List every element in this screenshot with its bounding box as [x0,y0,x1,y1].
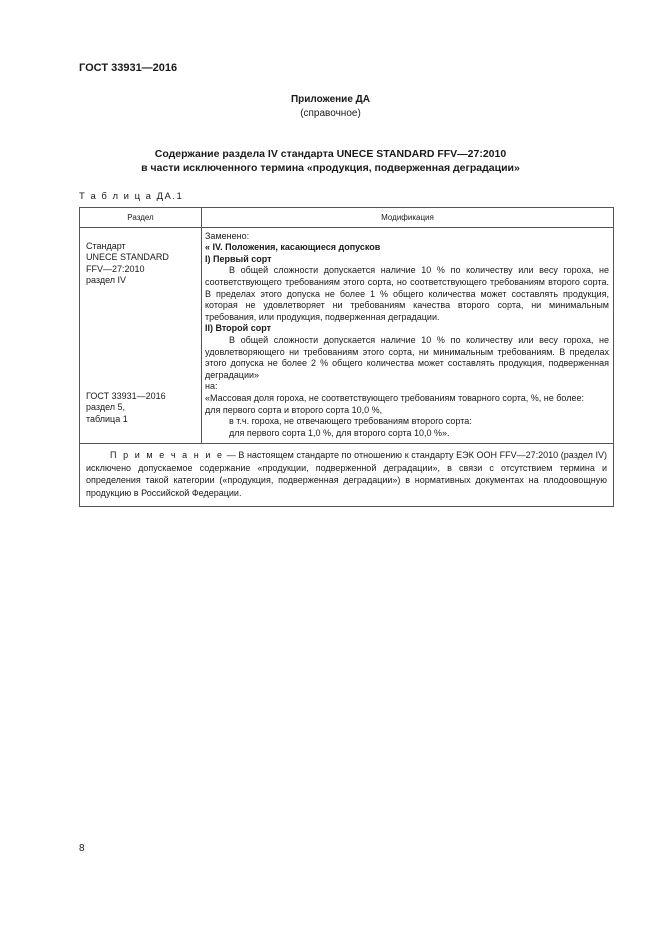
header-modification: Модификация [202,208,614,228]
section2-line: ГОСТ 33931—2016 [86,390,166,401]
section1-line: раздел IV [86,275,127,286]
first-grade-heading: I) Первый сорт [205,253,272,264]
section2-line: таблица 1 [86,413,128,424]
first-grade-text: В общей сложности допускается наличие 10 % по количеству или весу гороха, не соответствующего требованиям этого сорта, но соответствующего требованиям второго сорта. В пределах этого допуска не более 1 % общего количества может составлять продукция, которая не удовлетворяет ни требованиям качества второго сорта, ни минимальным требования, или продукция, подверженная деградации. [205,265,609,322]
note-text: — В настоящем стандарте по отношению к стандарту ЕЭК ООН FFV—27:2010 (раздел IV) исключено допускаемое содержание «продукции, подверженной деградации», в связи с отсутствием термина и определения такой категории («продукция, подверженная деградации») в нормативных документах на плодоовощную продукцию в Российской Федерации. [86,450,607,498]
appendix-heading [0,93,661,121]
grade-line-c: для первого сорта 1,0 %, для второго сорта 10,0 %». [229,427,450,438]
second-grade-text: В общей сложности допускается наличие 10 % по количеству или весу гороха, не удовлетворяющего ни требованиям этого сорта, ни минимальным требованиям. В пределах этого допуска не более 2 % общего количества может составлять продукция, подверженная деградации» [205,334,609,380]
section-cell [80,227,202,444]
section1-line: UNECE STANDARD [86,252,169,263]
section-title [0,147,661,175]
replaced-label: Заменено: [205,230,250,241]
section1-line: FFV—27:2010 [86,263,145,274]
note-cell [80,444,614,507]
header-section: Раздел [80,208,202,228]
page-number: 8 [79,843,85,854]
section2-line: раздел 5, [86,402,126,413]
table-caption: Т а б л и ц а ДА.1 [79,191,184,202]
section-title-line2: в части исключенного термина «продукция, подверженная деградации» [141,162,520,174]
section2-block [86,391,166,426]
modification-table [79,207,614,507]
section1-line: Стандарт [86,240,126,251]
appendix-subtitle: (справочное) [300,108,361,119]
appendix-title: Приложение ДА [290,94,371,105]
document-code: ГОСТ 33931—2016 [79,62,178,74]
second-grade-heading: II) Второй сорт [205,323,271,334]
table-row [80,227,614,444]
on-label: на: [205,381,218,392]
grade-line-a: для первого сорта и второго сорта 10,0 %, [205,404,383,415]
note-row [80,444,614,507]
modification-cell [202,227,614,444]
grade-line-b: в т.ч. гороха, не отвечающего требованиям второго сорта: [229,416,472,427]
section-title-line1: Содержание раздела IV стандарта UNECE STANDARD FFV—27:2010 [154,148,507,160]
table-header-row [80,208,614,228]
note-paragraph [86,449,607,499]
tolerance-heading: « IV. Положения, касающиеся допусков [205,242,381,253]
note-label: П р и м е ч а н и е [110,450,225,461]
mass-share-text: «Массовая доля гороха, не соответствующего требованиям товарного сорта, %, не более: [205,392,585,403]
